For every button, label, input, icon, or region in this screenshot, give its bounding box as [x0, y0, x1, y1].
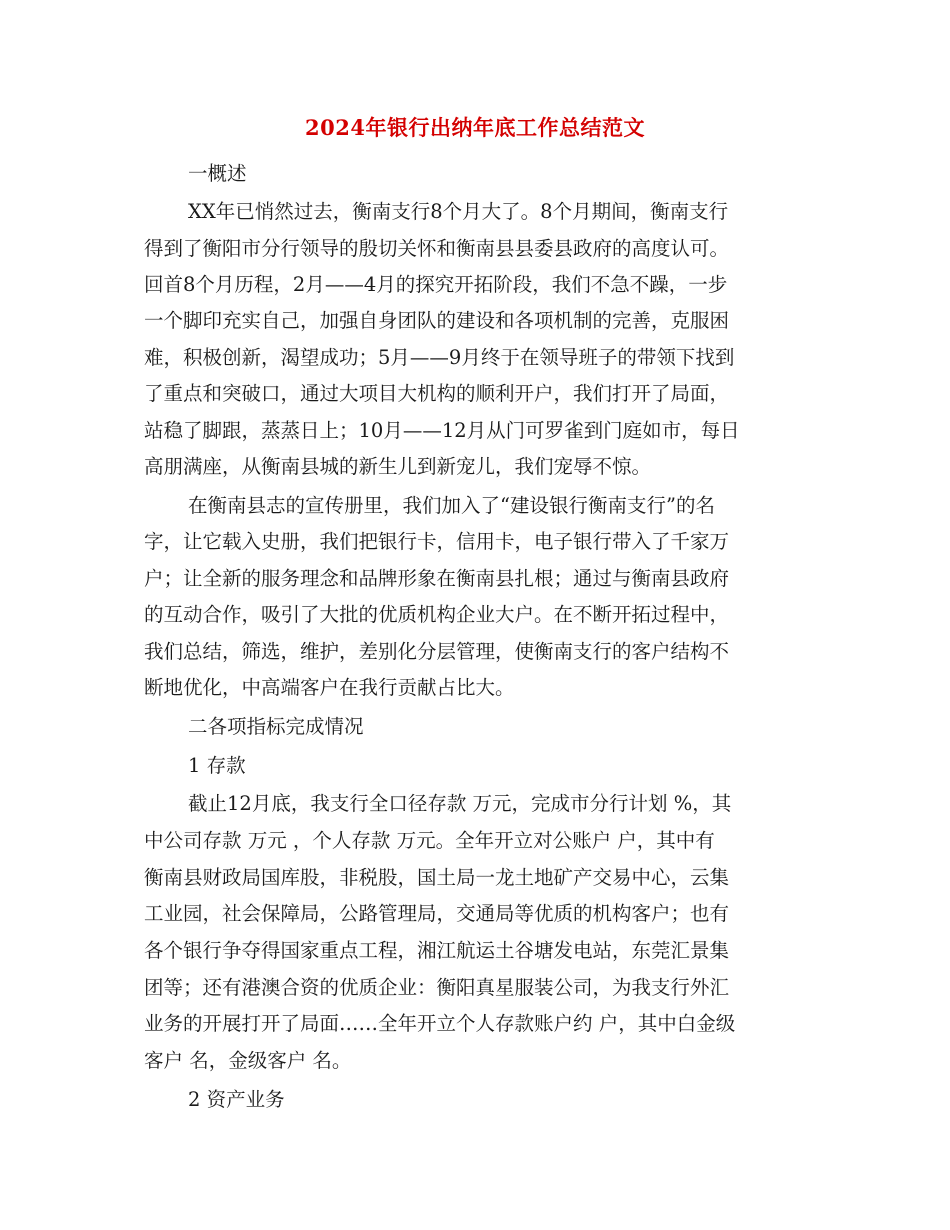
paragraph-line: 各个银行争夺得国家重点工程，湘江航运土谷塘发电站，东莞汇景集 [144, 939, 730, 962]
paragraph-line: 户；让全新的服务理念和品牌形象在衡南县扎根；通过与衡南县政府 [144, 567, 730, 590]
paragraph-line: 衡南县财政局国库股，非税股，国土局一龙土地矿产交易中心，云集 [144, 866, 730, 889]
paragraph-line: XX年已悄然过去，衡南支行8个月大了。8个月期间，衡南支行 [188, 200, 729, 223]
paragraph-line: 回首8个月历程，2月——4月的探究开拓阶段，我们不急不躁，一步 [144, 273, 728, 296]
paragraph-line: 难，积极创新，渴望成功；5月——9月终于在领导班子的带领下找到 [144, 346, 735, 369]
paragraph-line: 截止12月底，我支行全口径存款 万元，完成市分行计划 %，其 [188, 792, 732, 815]
paragraph-line: 客户 名，金级客户 名。 [144, 1049, 352, 1072]
paragraph-line: 的互动合作，吸引了大批的优质机构企业大户。在不断开拓过程中， [144, 603, 730, 626]
document-title: 2024年银行出纳年底工作总结范文 [305, 115, 645, 140]
paragraph-line: 断地优化，中高端客户在我行贡献占比大。 [144, 676, 515, 699]
paragraph-line: 工业园，社会保障局，公路管理局，交通局等优质的机构客户；也有 [144, 902, 730, 925]
heading-assets: 2 资产业务 [188, 1088, 285, 1111]
paragraph-line: 中公司存款 万元 ，个人存款 万元。全年开立对公账户 户，其中有 [144, 829, 715, 852]
paragraph-line: 一个脚印充实自己，加强自身团队的建设和各项机制的完善，克服困 [144, 309, 730, 332]
paragraph-line: 团等；还有港澳合资的优质企业：衡阳真星服装公司，为我支行外汇 [144, 976, 730, 999]
paragraph-line: 高朋满座，从衡南县城的新生儿到新宠儿，我们宠辱不惊。 [144, 455, 652, 478]
paragraph-line: 字，让它载入史册，我们把银行卡，信用卡，电子银行带入了千家万 [144, 530, 730, 553]
heading-overview: 一概述 [188, 162, 247, 185]
heading-deposit: 1 存款 [188, 754, 246, 777]
paragraph-line: 站稳了脚跟，蒸蒸日上；10月——12月从门可罗雀到门庭如市，每日 [144, 419, 740, 442]
heading-indicators: 二各项指标完成情况 [188, 715, 364, 738]
paragraph-line: 在衡南县志的宣传册里，我们加入了“建设银行衡南支行”的名 [188, 494, 715, 517]
paragraph-line: 业务的开展打开了局面……全年开立个人存款账户约 户，其中白金级 [144, 1012, 736, 1035]
paragraph-line: 得到了衡阳市分行领导的殷切关怀和衡南县县委县政府的高度认可。 [144, 237, 730, 260]
paragraph-line: 了重点和突破口，通过大项目大机构的顺利开户，我们打开了局面， [144, 382, 730, 405]
paragraph-line: 我们总结，筛选，维护，差别化分层管理，使衡南支行的客户结构不 [144, 640, 730, 663]
